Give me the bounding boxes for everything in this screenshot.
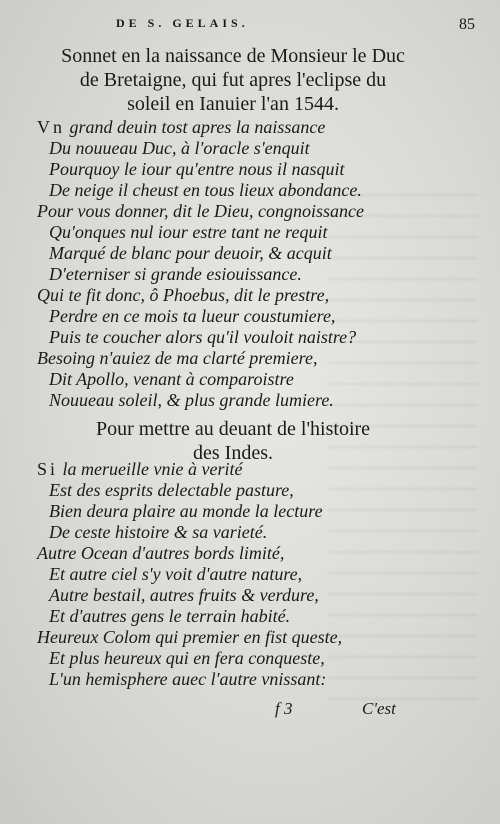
verse-line: Perdre en ce mois ta lueur coustumiere, [49,306,336,326]
verse-line: Heureux Colom qui premier en fist queste, [37,627,343,647]
verse-line: De ceste histoire & sa varieté. [49,522,268,542]
verse-line: Puis te coucher alors qu'il vouloit naistre? [49,327,357,347]
verse-line [37,117,367,138]
sonnet-title [58,44,408,116]
verse-line: Et d'autres gens le terrain habité. [49,606,291,626]
sonnet-title-line: de Bretaigne, qui fut apres l'eclipse du [79,69,387,91]
sonnet-title-line: Sonnet en la naissance de Monsieur le Duc [61,45,405,67]
verse-line: Pour vous donner, dit le Dieu, congnoissance [37,201,364,221]
sonnet-title-line: soleil en Ianuier l'an 1544. [127,93,339,115]
page-number: 85 [459,16,475,33]
initial-letters: Vn [37,117,65,137]
verse-line: Bien deura plaire au monde la lecture [49,501,323,521]
verse-line: Du nouueau Duc, à l'oracle s'enquit [49,138,310,158]
verse-line: Autre Ocean d'autres bords limité, [37,543,285,563]
poem-title-line: des Indes. [193,442,273,464]
verse-line: Nouueau soleil, & plus grande lumiere. [49,390,334,410]
poem-title [58,417,408,465]
poem-body [37,459,367,690]
verse-line: Qui te fit donc, ô Phoebus, dit le prestre, [37,285,330,305]
signature-mark: f 3 [275,699,293,718]
verse-line: Marqué de blanc pour deuoir, & acquit [49,243,332,263]
catchword: C'est [362,699,396,718]
verse-line: L'un hemisphere auec l'autre vnissant: [49,669,327,689]
sonnet-body [37,117,367,411]
verse-line: Autre bestail, autres fruits & verdure, [49,585,319,605]
verse-line: Qu'onques nul iour estre tant ne requit [49,222,328,242]
verse-line: De neige il cheust en tous lieux abondance. [49,180,362,200]
verse-line: Pourquoy le iour qu'entre nous il nasquit [49,159,345,179]
verse-line: Et autre ciel s'y voit d'autre nature, [49,564,303,584]
verse-line: Et plus heureux qui en fera conqueste, [49,648,325,668]
verse-line: Dit Apollo, venant à comparoistre [49,369,294,389]
verse-line: Besoing n'auiez de ma clarté premiere, [37,348,318,368]
initial-letters: Si [37,459,59,479]
verse-line [37,459,367,480]
verse-line-text: la merueille vnie à verité [58,459,243,479]
verse-line-text: grand deuin tost apres la naissance [65,117,326,137]
verse-line: Est des esprits delectable pasture, [49,480,294,500]
verse-line: D'eterniser si grande esiouissance. [49,264,302,284]
poem-title-line: Pour mettre au deuant de l'histoire [95,418,371,440]
running-head: DE S. GELAIS. [116,16,249,30]
